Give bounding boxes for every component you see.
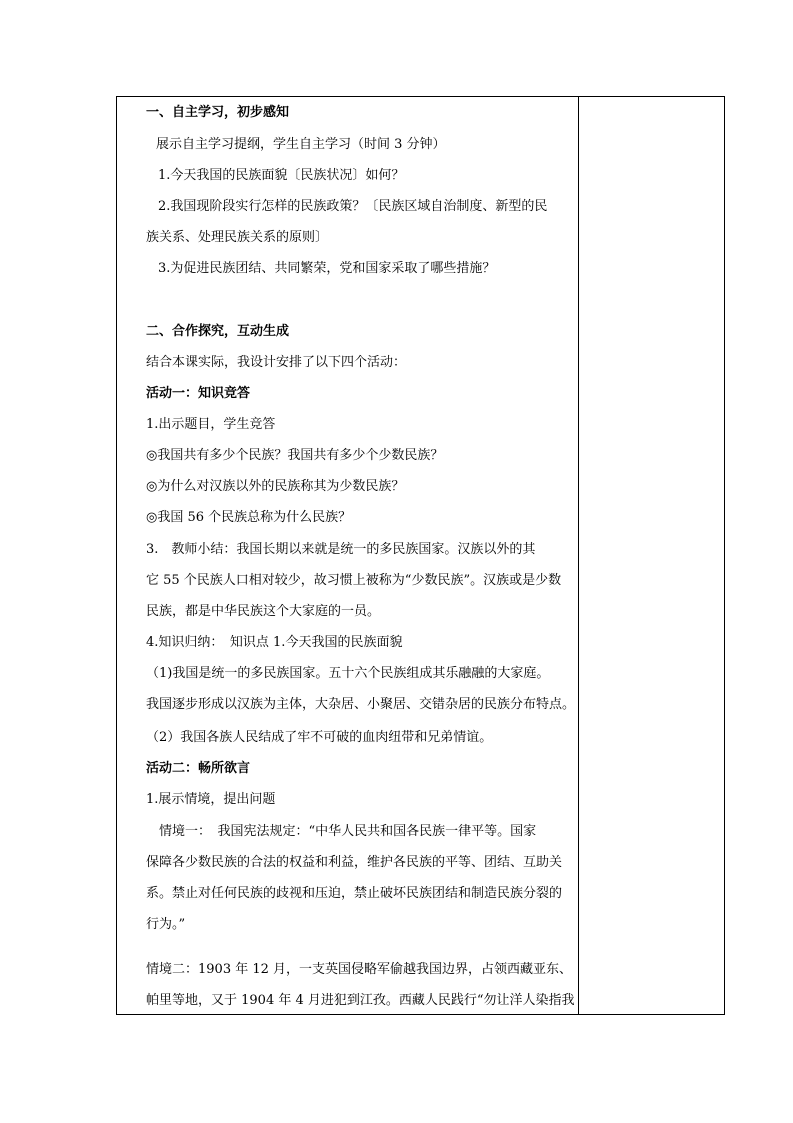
text-line-9: 活动一：知识竞答	[146, 386, 251, 401]
text-line-16: 民族，都是中华民族这个大家庭的一员。	[146, 604, 381, 619]
text-line-13: ◎我国 56 个民族总称为什么民族？	[146, 510, 352, 525]
text-line-20: （2）我国各族人民结成了牢不可破的血肉纽带和兄弟情谊。	[146, 730, 493, 745]
text-line-5: 族关系、处理民族关系的原则〕	[146, 230, 329, 245]
text-line-25: 系。禁止对任何民族的歧视和压迫，禁止破坏民族团结和制造民族分裂的	[146, 886, 563, 901]
text-line-4: 2.我国现阶段实行怎样的民族政策？〔民族区域自治制度、新型的民	[158, 199, 548, 214]
text-line-24: 保障各少数民族的合法的权益和利益，维护各民族的平等、团结、互助关	[146, 855, 563, 870]
text-line-12: ◎为什么对汉族以外的民族称其为少数民族？	[146, 479, 405, 494]
text-line-27: 情境二：1903 年 12 月，一支英国侵略军偷越我国边界，占领西藏亚东、	[146, 962, 573, 977]
text-line-22: 1.展示情境，提出问题	[146, 792, 276, 807]
text-line-8: 结合本课实际，我设计安排了以下四个活动：	[146, 355, 407, 370]
text-line-3: 1.今天我国的民族面貌〔民族状况〕如何？	[158, 168, 405, 183]
text-line-1: 一、自主学习，初步感知	[146, 105, 290, 120]
text-line-17: 4.知识归纳： 知识点 1.今天我国的民族面貌	[146, 635, 403, 650]
text-line-23: 情境一： 我国宪法规定：“中华人民共和国各民族一律平等。国家	[159, 824, 537, 839]
text-line-14: 3. 教师小结：我国长期以来就是统一的多民族国家。汉族以外的其	[146, 542, 536, 557]
text-line-28: 帕里等地，又于 1904 年 4 月进犯到江孜。西藏人民践行“勿让洋人染指我	[146, 993, 575, 1008]
text-line-10: 1.出示题目，学生竞答	[146, 417, 276, 432]
text-line-11: ◎我国共有多少个民族？我国共有多少个少数民族？	[146, 448, 444, 463]
text-line-19: 我国逐步形成以汉族为主体，大杂居、小聚居、交错杂居的民族分布特点。	[146, 697, 576, 712]
text-line-26: 行为。”	[146, 917, 186, 932]
text-line-2: 展示自主学习提纲，学生自主学习（时间 3 分钟）	[156, 137, 446, 152]
text-line-7: 二、合作探究，互动生成	[146, 324, 290, 339]
text-line-21: 活动二：畅所欲言	[146, 761, 251, 776]
text-line-18: （1)我国是统一的多民族国家。五十六个民族组成其乐融融的大家庭。	[146, 666, 550, 681]
text-line-6: 3.为促进民族团结、共同繁荣，党和国家采取了哪些措施？	[158, 261, 496, 276]
text-line-15: 它 55 个民族人口相对较少，故习惯上被称为“少数民族”。汉族或是少数	[146, 573, 562, 588]
column-divider	[578, 96, 579, 1015]
